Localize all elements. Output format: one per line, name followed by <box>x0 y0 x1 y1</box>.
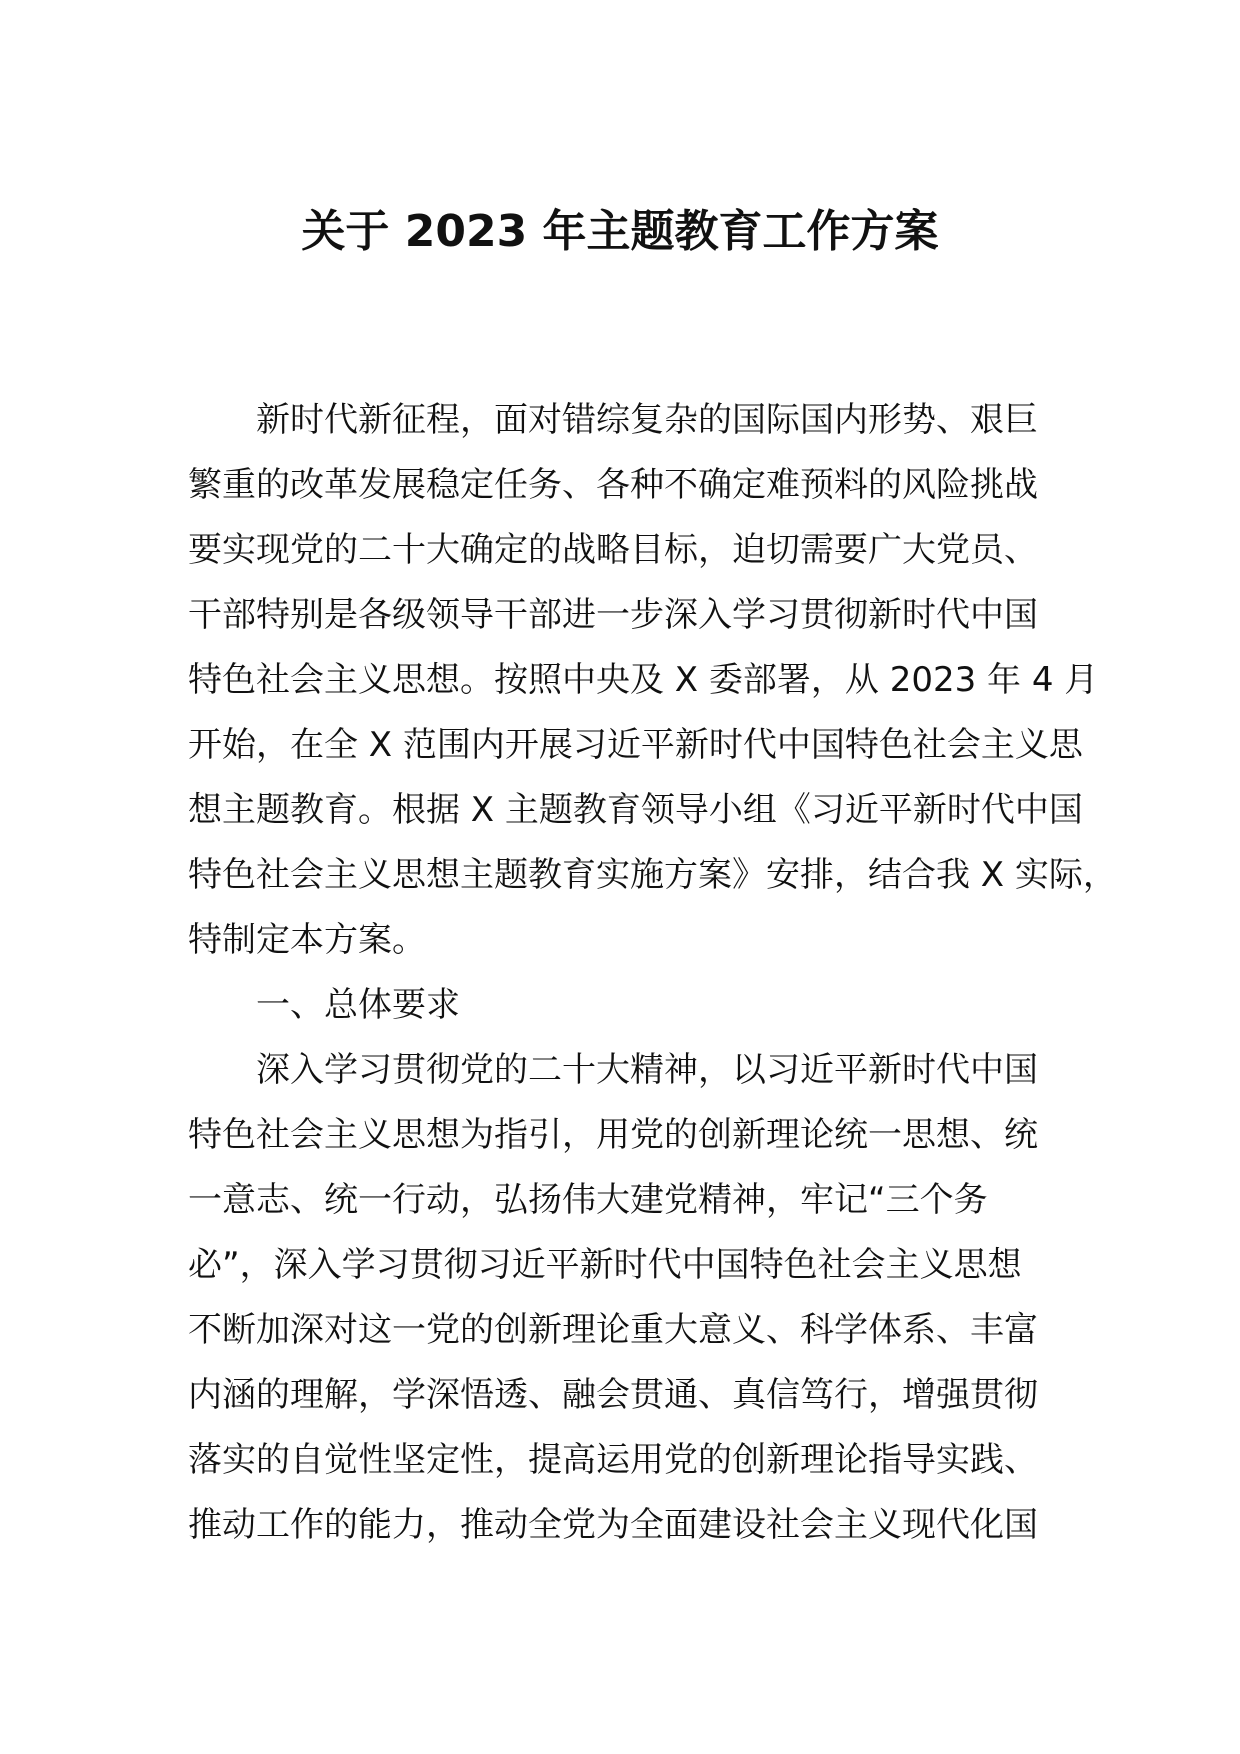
document-title: 关于 2023 年主题教育工作方案 <box>301 206 939 257</box>
heading-line: 一、总体要求 <box>256 985 460 1025</box>
text-line: 开始，在全 X 范围内开展习近平新时代中国特色社会主义思 <box>188 725 1083 765</box>
text-line: 特色社会主义思想为指引，用党的创新理论统一思想、统 <box>188 1115 1038 1155</box>
text-line: 干部特别是各级领导干部进一步深入学习贯彻新时代中国 <box>188 595 1038 635</box>
text-line: 想主题教育。根据 X 主题教育领导小组《习近平新时代中国 <box>188 790 1083 830</box>
text-line: 不断加深对这一党的创新理论重大意义、科学体系、丰富 <box>188 1310 1038 1350</box>
text-line: 内涵的理解，学深悟透、融会贯通、真信笃行，增强贯彻 <box>188 1375 1038 1415</box>
text-line: 特色社会主义思想。按照中央及 X 委部署，从 2023 年 4 月 <box>188 660 1099 700</box>
section-heading <box>188 973 1068 1038</box>
text-line: 落实的自觉性坚定性，提高运用党的创新理论指导实践、 <box>188 1440 1038 1480</box>
text-line: 特制定本方案。 <box>188 920 426 960</box>
text-line: 特色社会主义思想主题教育实施方案》安排，结合我 X 实际， <box>188 855 1117 895</box>
requirements-paragraph <box>188 1038 1068 1558</box>
text-line: 必”，深入学习贯彻习近平新时代中国特色社会主义思想 <box>188 1245 1022 1285</box>
text-line: 要实现党的二十大确定的战略目标，迫切需要广大党员、 <box>188 530 1038 570</box>
text-line: 推动工作的能力，推动全党为全面建设社会主义现代化国 <box>188 1505 1038 1545</box>
text-line: 深入学习贯彻党的二十大精神，以习近平新时代中国 <box>256 1050 1038 1090</box>
document-body <box>188 388 1117 1558</box>
text-line: 一意志、统一行动，弘扬伟大建党精神，牢记“三个务 <box>188 1180 988 1220</box>
text-line: 新时代新征程，面对错综复杂的国际国内形势、艰巨 <box>256 400 1038 440</box>
text-line: 繁重的改革发展稳定任务、各种不确定难预料的风险挑战 <box>188 465 1038 505</box>
intro-paragraph <box>188 388 1117 973</box>
